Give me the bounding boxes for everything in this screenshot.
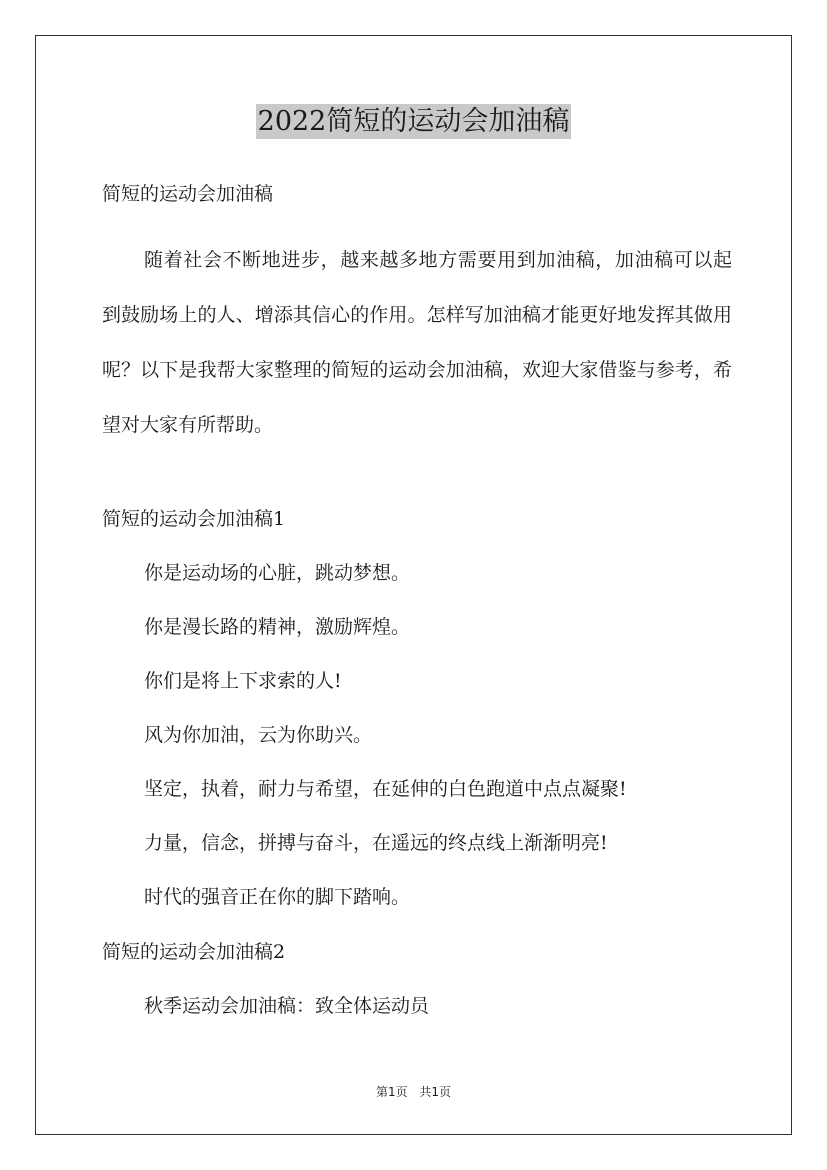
page-total: 共1页: [419, 1085, 452, 1099]
page-number: 第1页: [375, 1085, 408, 1099]
section1-line: 你是运动场的心脏，跳动梦想。: [144, 562, 411, 584]
subtitle: 简短的运动会加油稿: [102, 183, 274, 205]
document-title-wrap: [0, 100, 827, 144]
document-title: 2022简短的运动会加油稿: [257, 106, 570, 137]
section2-line: 秋季运动会加油稿：致全体运动员: [144, 995, 430, 1017]
section1-line: 你们是将上下求索的人!: [144, 670, 342, 692]
section1-line: 风为你加油，云为你助兴。: [144, 724, 373, 746]
section1-line: 力量，信念，拼搏与奋斗，在遥远的终点线上渐渐明亮!: [144, 832, 608, 854]
section1-line: 坚定，执着，耐力与希望，在延伸的白色跑道中点点凝聚!: [144, 778, 627, 800]
section1-line: 你是漫长路的精神，激励辉煌。: [144, 616, 411, 638]
section1-heading: 简短的运动会加油稿1: [102, 508, 286, 530]
section1-line: 时代的强音正在你的脚下踏响。: [144, 886, 411, 908]
page-footer: [0, 1083, 827, 1100]
section2-heading: 简短的运动会加油稿2: [102, 941, 286, 963]
intro-paragraph: 随着社会不断地进步，越来越多地方需要用到加油稿，加油稿可以起到鼓励场上的人、增添其信心的作用。怎样写加油稿才能更好地发挥其做用呢？以下是我帮大家整理的简短的运动会加油稿，欢迎大家借鉴与参考，希望对大家有所帮助。: [102, 249, 732, 436]
